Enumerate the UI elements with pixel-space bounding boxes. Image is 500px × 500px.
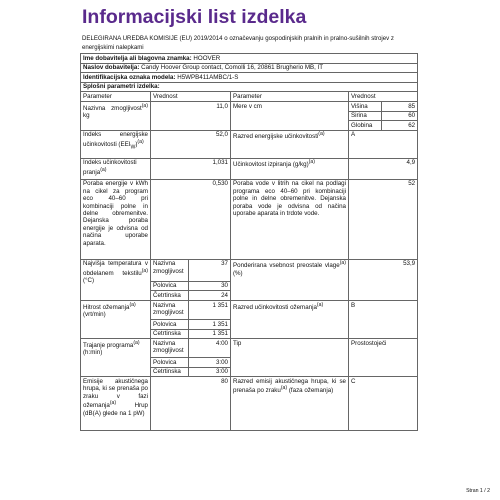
washing-index-label: Indeks učinkovitosti pranja [83,159,137,176]
spin-speed-unit: (vrt/min) [83,311,106,318]
col-param-left: Parameter [81,92,151,102]
temp-row-1 [81,259,418,281]
temp-half-label: Polovica [151,281,189,291]
temp-quarter-value: 24 [189,291,231,301]
dimensions-label: Mere v cm [231,101,349,130]
rinsing-label: Učinkovitost izpiranja (g/kg) [233,161,309,169]
depth-label: Globina [349,121,382,131]
moisture-unit: (%) [233,269,243,277]
spin-quarter-label: Četrtinska [151,329,189,339]
general-heading: Splošni parametri izdelka: [81,82,418,92]
type-label: Tip [231,339,349,377]
spin-class-sup: (a) [316,301,324,308]
col-param-right: Parameter [231,92,349,102]
spin-speed-sup: (a) [129,301,136,308]
duration-rated-value: 4:00 [189,339,231,358]
product-info-table [80,53,418,431]
spin-quarter-value: 1 351 [189,329,231,339]
eei-tail: ) [135,140,138,148]
eei-value: 52,0 [151,130,231,158]
duration-quarter-value: 3:00 [189,367,231,377]
noise-label: Emisije akustičnega hrupa, ki se prenaša po zraku v fazi ožemanja [83,377,148,410]
eei-sub: W [130,144,136,151]
eei-label: Indeks energijske učinkovitosti (EEI [83,131,148,148]
general-heading-row [81,82,418,92]
capacity-sup: (a) [141,102,148,109]
eei-sup: (a) [137,138,144,145]
capacity-value: 11,0 [151,101,231,130]
noise-class-sup: (a) [280,385,288,392]
max-temp-label: Najvišja temperatura v obdelanem tekstilu [83,260,148,277]
header-row [81,92,418,102]
page-number: Stran 1 / 2 [466,488,490,494]
model-label: Identifikacijska oznaka modela: [83,73,176,81]
spin-class-label: Razred učinkovitosti ožemanja [233,303,317,311]
supplier-name-row [81,54,418,64]
moisture-sup: (a) [339,260,346,267]
spin-half-label: Polovica [151,319,189,329]
page-title: Informacijski list izdelka [82,6,307,28]
noise-sup: (a) [109,400,117,407]
model-value: H5WPB411AMBC/1-S [177,73,239,81]
noise-class-label: Razred emisij akustičnega hrupa, ki se prenaša po zraku [233,377,346,395]
eei-row [81,130,418,158]
duration-label: Trajanje programa [83,341,134,349]
consumption-row [81,179,418,259]
noise-class-value: C [349,377,418,431]
energy-class-value: A [349,130,418,158]
washing-index-sup: (a) [100,166,107,173]
energy-class-label: Razred energijske učinkovitosti [233,133,319,141]
washing-row [81,158,418,179]
noise-value: 80 [151,377,231,431]
spin-half-value: 1 351 [189,319,231,329]
washing-index-value: 1,031 [151,158,231,179]
depth-value: 62 [382,121,418,131]
max-temp-unit: (°C) [83,277,95,285]
energy-cons-label: Poraba energije v kWh na cikel za program eco 40–60 pri kombinaciji polne in delne obremenitve. Dejanska poraba energije je odvisna od načina uporabe aparata. [81,179,151,259]
col-value-right: Vrednost [349,92,418,102]
duration-rated-label: Nazivna zmogljivost [151,339,189,358]
energy-cons-value: 0,530 [151,179,231,259]
width-value: 60 [382,111,418,121]
energy-class-sup: (a) [318,131,325,138]
noise-unit: Hrup (dB(A) glede na 1 pW) [83,402,148,417]
model-row [81,73,418,83]
capacity-label: Nazivna zmogljivost [83,104,142,112]
height-label: Višina [349,101,382,111]
noise-row [81,377,418,431]
capacity-unit: kg [83,112,90,120]
height-value: 85 [382,101,418,111]
spin-class-value: B [349,300,418,338]
moisture-label: Ponderirana vsebnost preostale vlage [233,262,340,270]
temp-rated-value: 37 [189,259,231,281]
rinsing-value: 4,9 [349,158,418,179]
temp-quarter-label: Četrtinska [151,291,189,301]
col-value-left: Vrednost [151,92,231,102]
duration-half-value: 3:00 [189,358,231,368]
supplier-address-value: Candy Hoover Group contact, Comolli 16, 20861 Brugherio MB, IT [141,64,324,72]
water-cons-label: Poraba vode v litrih na cikel na podlagi programa eco 40–60 pri kombinaciji polne in delne obremenitve. Dejanska poraba vode je odvisna od načina uporabe aparata in trdote vode. [231,179,349,259]
rinsing-sup: (a) [308,159,315,166]
regulation-intro: DELEGIRANA UREDBA KOMISIJE (EU) 2019/2014 o označevanju gospodinjskih pralnih in pralno-sušilnih strojev z energijskimi nalepkami [82,35,394,51]
supplier-address-row [81,63,418,73]
duration-unit: (h:min) [83,349,103,357]
moisture-value: 53,9 [349,259,418,300]
duration-quarter-label: Četrtinska [151,367,189,377]
capacity-row [81,101,418,111]
spin-rated-label: Nazivna zmogljivost [151,300,189,319]
temp-rated-label: Nazivna zmogljivost [151,259,189,281]
supplier-name-value: HOOVER [193,54,221,62]
width-label: Širina [349,111,382,121]
duration-row-1 [81,339,418,358]
spin-row-1 [81,300,418,319]
supplier-name-label: Ime dobavitelja ali blagovna znamka: [83,54,192,62]
spin-rated-value: 1 351 [189,300,231,319]
type-value: Prostostoječi [349,339,418,377]
water-cons-value: 52 [349,179,418,259]
max-temp-sup: (a) [141,267,148,274]
spin-speed-label: Hitrost ožemanja [83,303,130,311]
noise-class-unit: (faza ožemanja) [288,387,334,395]
supplier-address-label: Naslov dobavitelja: [83,64,140,72]
temp-half-value: 30 [189,281,231,291]
duration-sup: (a) [133,339,140,346]
duration-half-label: Polovica [151,358,189,368]
